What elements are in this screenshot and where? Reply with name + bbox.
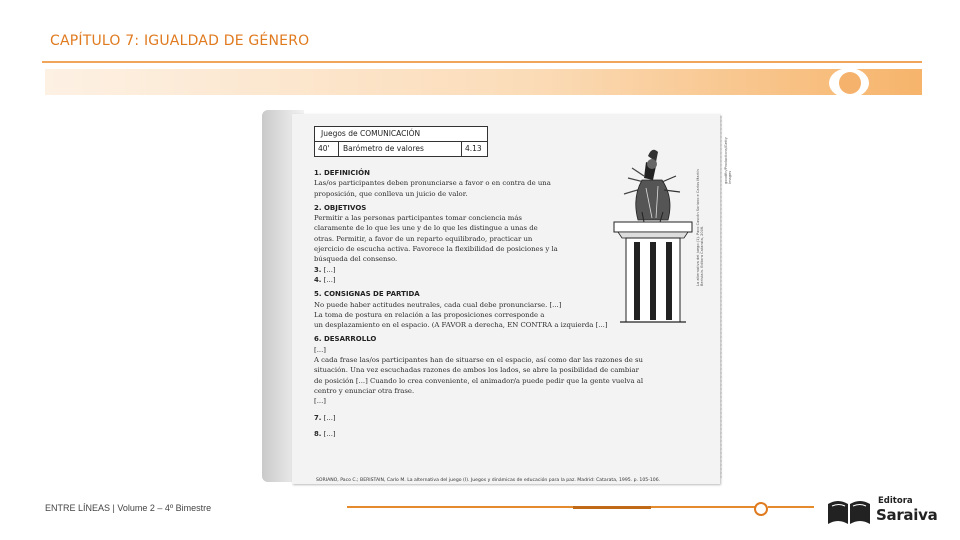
text-line: ejercicio de escucha activa. Favorece la flexibilidad de posiciones y la [314, 245, 558, 254]
text-line: Permitir a las personas participantes tomar conciencia más [314, 214, 522, 223]
text-line: [...] [314, 345, 326, 354]
text-line: A cada frase las/os participantes han de situarse en el espacio, así como dar las razones de su [314, 356, 643, 365]
footer-progress-mark [573, 506, 651, 509]
section-heading: 6. DESARROLLO [314, 335, 377, 344]
footer-text: ENTRE LÍNEAS | Volume 2 – 4º Bimestre [45, 503, 212, 513]
illustration-credit: La alternativa del juego (1). Paco Cascón Soriano e Carlos Martín Beristain. Editora Catarata, 2006. [696, 169, 705, 286]
section-heading: 2. OBJETIVOS [314, 203, 367, 212]
bibliographic-reference: SORIANO, Paco C.; BERISTAIN, Carlo M. La alternativa del juego (I). Juegos y dinámicas de educación para la paz. Madrid: Catarata, 1995. p. 105-106. [316, 478, 661, 483]
logo-editora-text: Editora [878, 496, 913, 506]
editora-saraiva-logo [826, 494, 944, 528]
header-band [45, 69, 922, 95]
item-text: [...] [323, 275, 336, 284]
text-line: de posición [...] Cuando lo crea conveniente, el animador/a puede pedir que la gente vuelva al [314, 376, 644, 385]
open-book-icon [826, 498, 872, 526]
list-item [314, 429, 694, 439]
item-number: 8. [314, 429, 322, 438]
text-line: La toma de postura en relación a las proposiciones corresponde a [314, 310, 545, 319]
text-line: situación. Una vez escuchadas razones de ambos los lados, se abre la posibilidad de cambiar [314, 366, 639, 375]
activity-row [315, 142, 487, 156]
item-text: [...] [323, 265, 336, 274]
text-line: proposición, que conlleva un juicio de valor. [314, 189, 468, 198]
text-line: claramente de lo que les une y de lo que les distingue a unas de [314, 224, 538, 233]
activity-category: Juegos de COMUNICACIÓN [315, 127, 487, 142]
image-credit: goodfin/Productions/Getty Images [724, 137, 732, 184]
logo-brand-text: Saraiva [876, 506, 938, 524]
book-page [292, 114, 732, 484]
header-band-dot [839, 72, 861, 94]
section-heading: 1. DEFINICIÓN [314, 169, 370, 177]
footer-line [347, 506, 760, 508]
text-line: Las/os participantes deben pronunciarse a favor o en contra de una [314, 179, 551, 188]
activity-time: 40' [315, 142, 339, 156]
chapter-title: CAPÍTULO 7: IGUALDAD DE GÉNERO [50, 33, 310, 49]
text-line: búsqueda del consenso. [314, 255, 398, 264]
text-line: otras. Permitir, a favor de un reparto equilibrado, practicar un [314, 234, 533, 243]
activity-name: Barómetro de valores [339, 142, 462, 156]
text-line: No puede haber actitudes neutrales, cada cual debe pronunciarse. [...] [314, 300, 562, 309]
header-rule [42, 61, 922, 63]
item-number: 3. [314, 265, 322, 274]
item-text: [...] [323, 413, 336, 422]
section-heading: 5. CONSIGNAS DE PARTIDA [314, 290, 420, 299]
item-number: 4. [314, 275, 322, 284]
list-item [314, 265, 594, 275]
footer-ring-icon [754, 502, 768, 516]
item-text: [...] [323, 429, 336, 438]
book-scan [262, 110, 732, 488]
activity-number: 4.13 [465, 144, 482, 153]
text-line: [...] [314, 397, 326, 406]
text-line: un desplazamiento en el espacio. (A FAVOR a derecha, EN CONTRA a izquierda [...] [314, 321, 608, 330]
activity-header-table [314, 126, 488, 157]
footer-line-end [768, 506, 814, 508]
list-item [314, 413, 694, 423]
cartoon-illustration [602, 138, 697, 328]
list-item [314, 275, 594, 285]
text-line: centro y enunciar otra frase. [314, 386, 415, 395]
item-number: 7. [314, 413, 322, 422]
